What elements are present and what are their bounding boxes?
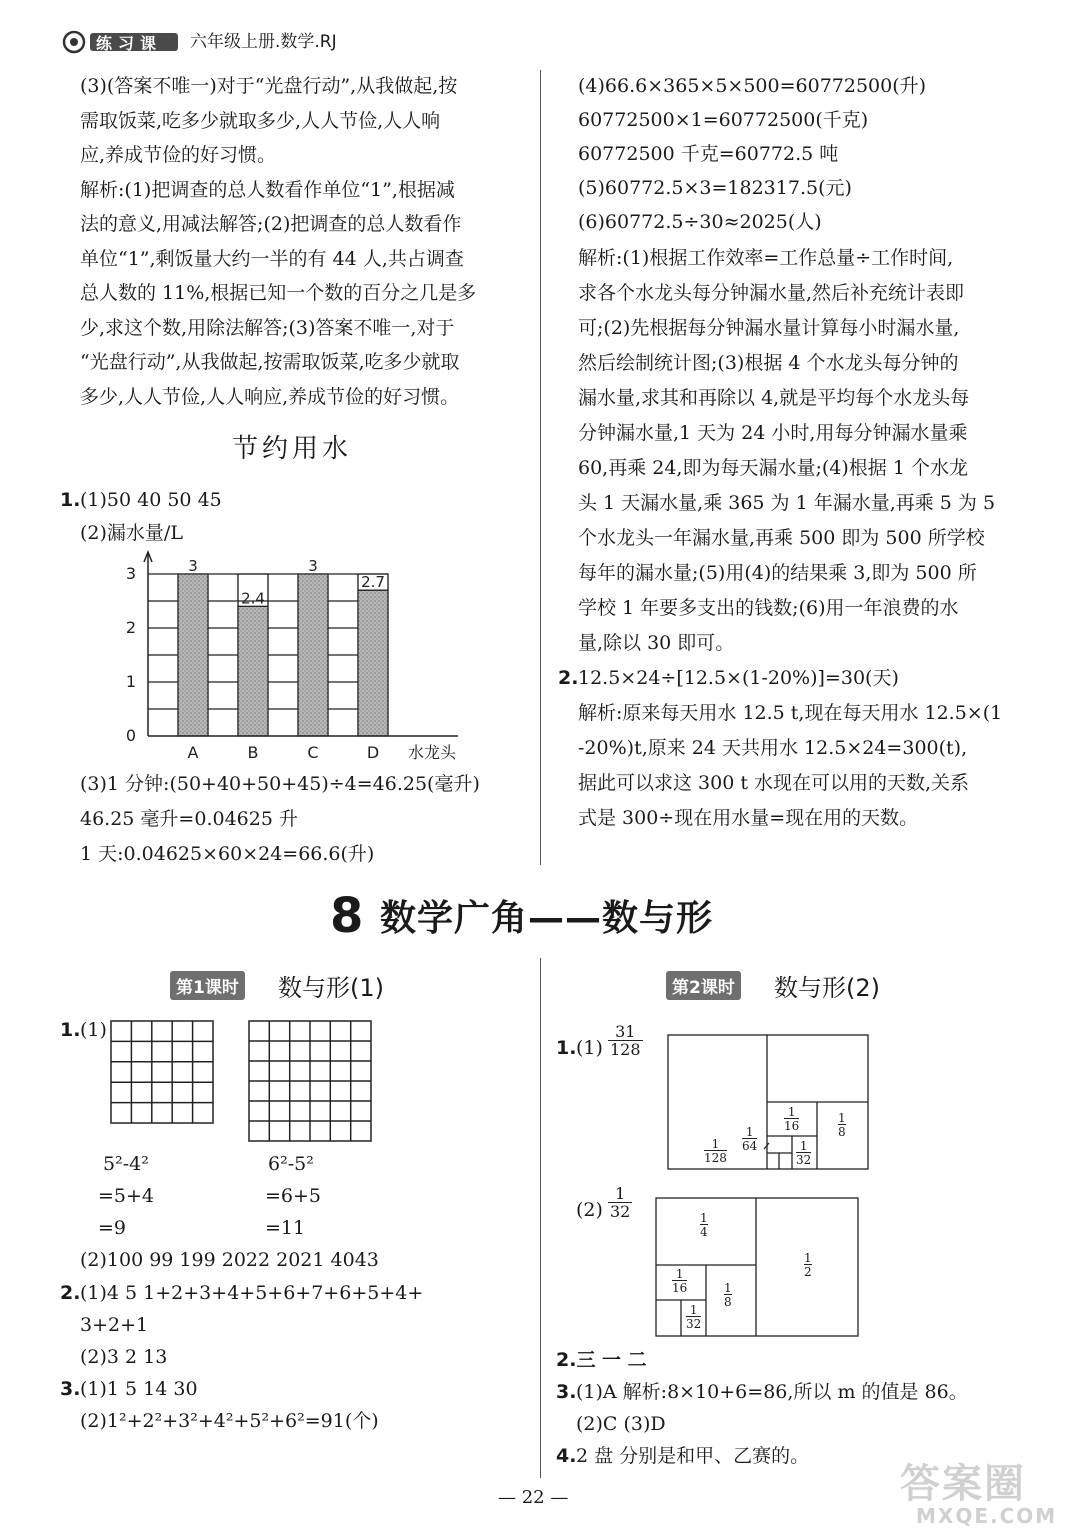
chapter-title: 数学广角——数与形 [380, 898, 714, 939]
question-number: 1. [556, 1037, 577, 1059]
text-line: 解析:(1)把调查的总人数看作单位“1”,根据减 [80, 179, 455, 201]
column-divider-bottom [540, 958, 541, 1478]
fraction-denominator: 32 [610, 1202, 631, 1221]
text-line: “光盘行动”,从我做起,按需取饭菜,吃多少就取 [80, 351, 460, 373]
chapter-number: 8 [330, 888, 364, 944]
lesson2-badge: 第2课时 [666, 971, 741, 1000]
lesson2-q1-p1-label: (1) [576, 1037, 603, 1059]
lesson2-q3-line: (2)C (3)D [576, 1413, 666, 1435]
calc-line: =6+5 [265, 1185, 322, 1207]
figure-fraction-label [704, 1138, 727, 1164]
fraction-denominator: 4 [700, 1225, 708, 1239]
watermark-logo: 答案圈 [900, 1461, 1026, 1507]
text-line: 解析:(1)根据工作效率=工作总量÷工作时间, [578, 247, 954, 269]
y-tick-label: 1 [125, 672, 136, 691]
bar-A [178, 574, 208, 736]
q1-part3-line: 1 天:0.04625×60×24=66.6(升) [80, 843, 375, 865]
bar-D [358, 590, 388, 736]
calc-line: =9 [98, 1217, 127, 1239]
lesson2-q4: 2 盘 分别是和甲、乙赛的。 [576, 1445, 810, 1467]
fraction-numerator: 1 [711, 1137, 720, 1151]
y-tick-label: 2 [125, 618, 136, 637]
fraction-numerator: 1 [838, 1111, 846, 1125]
fraction-denominator: 64 [742, 1139, 758, 1153]
q1-part3-line: (3)1 分钟:(50+40+50+45)÷4=46.25(毫升) [80, 773, 480, 795]
question-number: 3. [60, 1378, 81, 1400]
answer-fraction [608, 1186, 632, 1220]
lesson1-q2-line: 3+2+1 [80, 1314, 149, 1336]
q1-part3-line: 46.25 毫升=0.04625 升 [80, 808, 298, 830]
fraction-denominator: 32 [686, 1317, 702, 1331]
grid-5x5 [110, 1020, 215, 1125]
text-line: 60772500 千克=60772.5 吨 [578, 143, 839, 165]
fraction-denominator: 128 [610, 1040, 641, 1059]
text-line: 需取饭菜,吃多少就取多少,人人节俭,人人响 [80, 110, 441, 132]
lesson1-badge: 第1课时 [170, 971, 245, 1000]
header-series: 练习课 [96, 34, 163, 53]
text-line: 多少,人人节俭,人人响应,养成节俭的好习惯。 [80, 386, 460, 408]
text-line: 式是 300÷现在用水量=现在用的天数。 [578, 807, 919, 829]
text-line: 60772500×1=60772500(千克) [578, 109, 869, 131]
page-number: — 22 — [498, 1487, 569, 1508]
bar-C [298, 574, 328, 736]
text-line: (3)(答案不唯一)对于“光盘行动”,从我做起,按 [80, 75, 458, 97]
category-label: B [247, 743, 259, 762]
header-logo [62, 28, 182, 56]
text-line: 可;(2)先根据每分钟漏水量计算每小时漏水量, [578, 317, 960, 339]
fraction-numerator: 31 [615, 1022, 636, 1041]
bar-chart [110, 540, 490, 770]
grid-6x6 [248, 1020, 374, 1144]
fraction-numerator: 1 [700, 1211, 708, 1225]
y-tick-label: 3 [125, 564, 136, 583]
fraction-denominator: 16 [784, 1119, 800, 1133]
text-line: 学校 1 年要多支出的钱数;(6)用一年浪费的水 [578, 597, 959, 619]
text-line: 求各个水龙头每分钟漏水量,然后补充统计表即 [578, 282, 965, 304]
bar-value-label: 2.7 [361, 573, 385, 592]
category-label: A [187, 743, 199, 762]
fraction-numerator: 1 [787, 1105, 796, 1119]
fraction-denominator: 2 [804, 1265, 812, 1279]
fraction-numerator: 1 [675, 1267, 684, 1281]
bar-value-label: 3 [308, 557, 318, 575]
y-tick-label: 0 [125, 726, 136, 745]
text-line: 解析:原来每天用水 12.5 t,现在每天用水 12.5×(1 [578, 702, 1003, 724]
lesson1-q1-label: (1) [80, 1019, 107, 1041]
text-line: 少,求这个数,用除法解答;(3)答案不唯一,对于 [80, 317, 455, 339]
text-line: (4)66.6×365×5×500=60772500(升) [578, 75, 927, 97]
bar-value-label: 2.4 [241, 589, 265, 608]
lesson1-q2-line: (1)4 5 1+2+3+4+5+6+7+6+5+4+ [80, 1282, 424, 1304]
text-line: 每年的漏水量;(5)用(4)的结果乘 3,即为 500 所 [578, 562, 977, 584]
lesson2-title: 数与形(2) [774, 974, 880, 1002]
text-line: 漏水量,求其和再除以 4,就是平均每个水龙头每 [578, 387, 970, 409]
text-line: 总人数的 11%,根据已知一个数的百分之几是多 [80, 282, 477, 304]
lesson1-q3-line: (1)1 5 14 30 [80, 1378, 198, 1400]
text-line: 头 1 天漏水量,乘 365 为 1 年漏水量,再乘 5 为 5 [578, 492, 996, 514]
x-axis-label: 水龙头 [408, 743, 457, 762]
text-line: (5)60772.5×3=182317.5(元) [578, 177, 852, 199]
calc-line: =11 [265, 1217, 306, 1239]
category-label: C [307, 743, 319, 762]
fraction-figure-1 [666, 1033, 870, 1173]
figure-fraction-label [686, 1304, 701, 1330]
fraction-numerator: 1 [804, 1251, 812, 1265]
text-line: 量,除以 30 即可。 [578, 632, 735, 654]
lesson2-q3-line: (1)A 解析:8×10+6=86,所以 m 的值是 86。 [576, 1381, 968, 1403]
text-line: 60,再乘 24,即为每天漏水量;(4)根据 1 个水龙 [578, 457, 968, 479]
fraction-denominator: 8 [724, 1295, 732, 1309]
bar-value-label: 3 [188, 557, 198, 575]
text-line: 12.5×24÷[12.5×(1-20%)]=30(天) [578, 667, 899, 689]
lesson1-q3-line: (2)1²+2²+3²+4²+5²+6²=91(个) [80, 1410, 379, 1432]
text-line: 然后绘制统计图;(3)根据 4 个水龙头每分钟的 [578, 352, 959, 374]
header-grade: 六年级上册.数学.RJ [190, 32, 337, 52]
text-line: 法的意义,用减法解答;(2)把调查的总人数看作 [80, 213, 462, 235]
text-line: 据此可以求这 300 t 水现在可以用的天数,关系 [578, 772, 970, 794]
section-title: 节约用水 [232, 434, 353, 464]
question-number: 1. [60, 489, 81, 511]
question-number: 1. [60, 1019, 81, 1041]
text-line: 分钟漏水量,1 天为 24 小时,用每分钟漏水量乘 [578, 422, 968, 444]
bar-B [238, 606, 268, 736]
fraction-numerator: 1 [724, 1281, 732, 1295]
fraction-numerator: 1 [615, 1184, 626, 1203]
figure-fraction-label [796, 1140, 811, 1166]
lesson1-q2-line: (2)3 2 13 [80, 1346, 168, 1368]
text-line: -20%)t,原来 24 天共用水 12.5×24=300(t), [578, 737, 968, 759]
watermark-url: MXQE.COM [916, 1504, 1058, 1528]
answer-fraction [608, 1024, 643, 1058]
question-number: 3. [556, 1381, 577, 1403]
lesson2-q2: 2.三 一 二 [556, 1349, 647, 1371]
column-divider-top [540, 70, 541, 865]
text-line: 应,养成节俭的好习惯。 [80, 144, 277, 166]
text-line: (6)60772.5÷30≈2025(人) [578, 211, 822, 233]
q1-part1: (1)50 40 50 45 [80, 489, 222, 511]
figure-fraction-label [838, 1112, 846, 1138]
fraction-numerator: 1 [745, 1125, 754, 1139]
text-line: 个水龙头一年漏水量,再乘 500 即为 500 所学校 [578, 527, 985, 549]
figure-fraction-label [700, 1212, 708, 1238]
figure-fraction-label [784, 1106, 799, 1132]
calc-line: =5+4 [98, 1185, 155, 1207]
question-number: 4. [556, 1445, 577, 1467]
lesson1-title: 数与形(1) [278, 974, 384, 1002]
q1-part2-label: (2)漏水量/L [80, 522, 183, 544]
fraction-numerator: 1 [689, 1303, 698, 1317]
fraction-denominator: 8 [838, 1125, 846, 1139]
fraction-denominator: 128 [704, 1151, 727, 1165]
calc-line: 6²-5² [268, 1153, 314, 1175]
fraction-denominator: 32 [796, 1153, 812, 1167]
figure-fraction-label [804, 1252, 812, 1278]
category-label: D [366, 743, 380, 762]
question-number: 2. [60, 1282, 81, 1304]
lesson1-q1-part2: (2)100 99 199 2022 2021 4043 [80, 1249, 379, 1271]
fraction-numerator: 1 [799, 1139, 808, 1153]
figure-fraction-label [742, 1126, 757, 1152]
lesson2-q1-p2-label: (2) [576, 1199, 603, 1221]
fraction-denominator: 16 [672, 1281, 688, 1295]
figure-fraction-label [724, 1282, 732, 1308]
calc-line: 5²-4² [103, 1153, 149, 1175]
text-line: 单位“1”,剩饭量大约一半的有 44 人,共占调查 [80, 248, 464, 270]
figure-fraction-label [672, 1268, 687, 1294]
question-number: 2. [558, 667, 579, 689]
